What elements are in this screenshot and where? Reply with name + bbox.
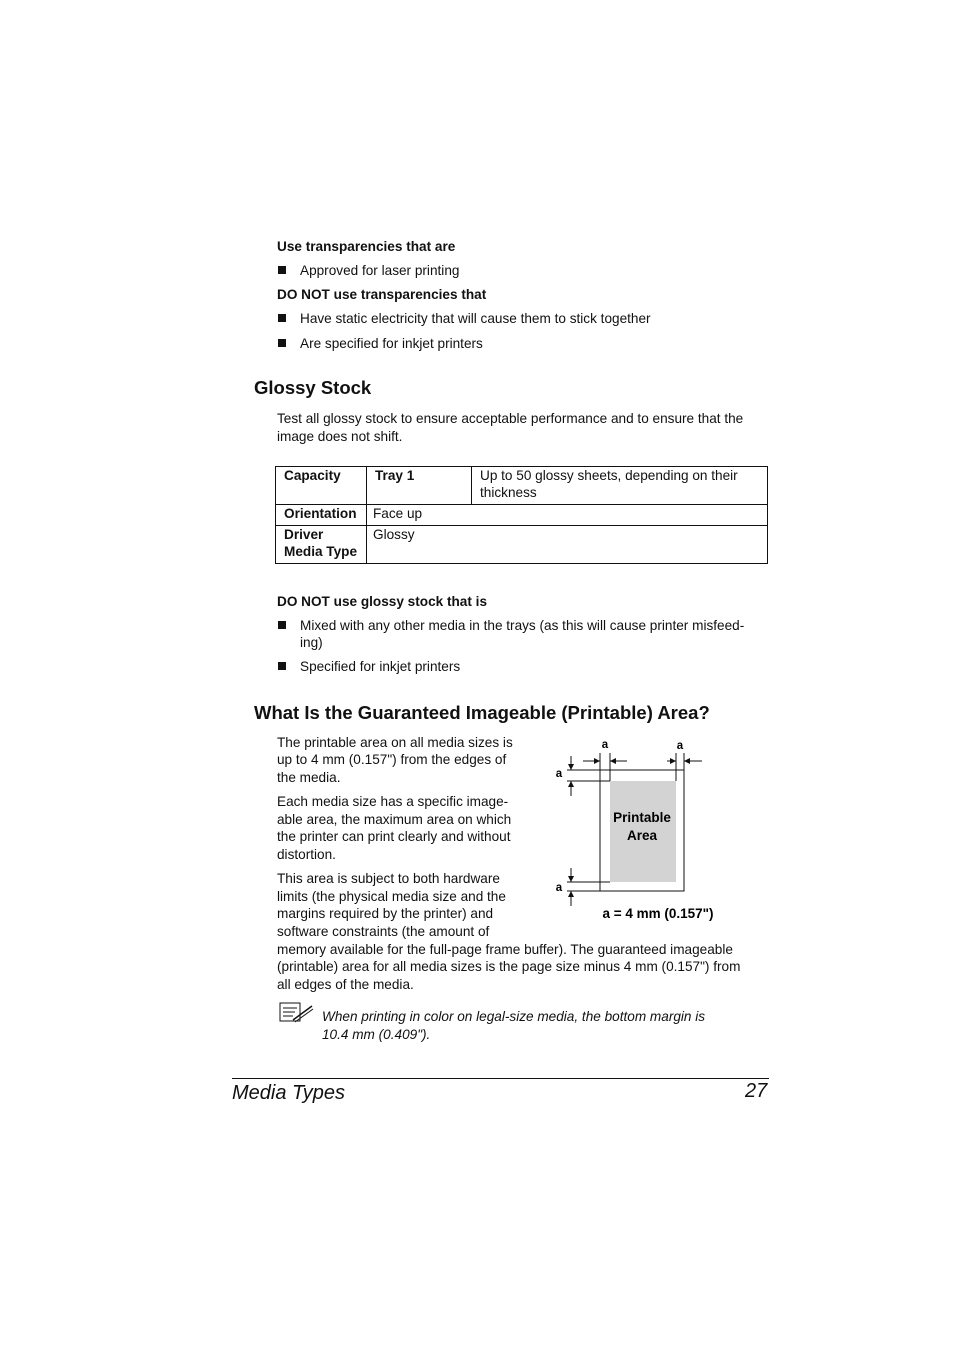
glossy-stock-heading: Glossy Stock — [254, 377, 372, 398]
driver-label — [276, 526, 367, 564]
list-item-line1: Mixed with any other media in the trays (as this will cause printer misfeed- — [300, 618, 745, 633]
printable-area-diagram — [545, 732, 730, 927]
p3-line: margins required by the printer) and — [277, 906, 494, 921]
page-number: 27 — [745, 1080, 768, 1102]
imageable-area-heading: What Is the Guaranteed Imageable (Printable) Area? — [254, 702, 710, 723]
bullet-icon — [278, 662, 286, 670]
p3-line: software constraints (the amount of — [277, 924, 490, 939]
bullet-icon — [278, 314, 286, 322]
driver-value: Glossy — [367, 526, 768, 564]
capacity-tray: Tray 1 — [367, 467, 472, 505]
p3-line: limits (the physical media size and the — [277, 889, 506, 904]
p1-line: up to 4 mm (0.157") from the edges of — [277, 752, 507, 767]
capacity-value — [472, 467, 768, 505]
p3-line: memory available for the full-page frame buffer). The guaranteed imageable — [277, 942, 733, 957]
p2-line: Each media size has a specific image- — [277, 794, 509, 809]
capacity-label: Capacity — [276, 467, 367, 505]
p1-line: The printable area on all media sizes is — [277, 735, 513, 750]
dim-label-a: a — [555, 882, 563, 894]
use-transparencies-heading: Use transparencies that are — [277, 239, 456, 254]
diagram-caption: a = 4 mm (0.157") — [602, 906, 714, 921]
p2-line: distortion. — [277, 847, 336, 862]
footer-rule — [232, 1078, 769, 1079]
p3-line: This area is subject to both hardware — [277, 871, 500, 886]
list-item-line2: ing) — [300, 635, 323, 650]
table-row — [276, 526, 768, 564]
p3-line: (printable) area for all media sizes is the page size minus 4 mm (0.157") from — [277, 959, 741, 974]
p2-line: the printer can print clearly and without — [277, 829, 511, 844]
glossy-intro-line2: image does not shift. — [277, 429, 403, 444]
capacity-value-line2: thickness — [480, 485, 537, 500]
driver-label-line2: Media Type — [284, 544, 358, 559]
dim-label-a: a — [555, 768, 563, 780]
donot-glossy-heading: DO NOT use glossy stock that is — [277, 594, 487, 609]
bullet-icon — [278, 266, 286, 274]
driver-label-line1: Driver — [284, 527, 324, 542]
printable-label-line1: Printable — [613, 810, 671, 825]
dim-label-a: a — [601, 739, 609, 751]
bullet-icon — [278, 621, 286, 629]
note-text — [322, 1008, 762, 1044]
glossy-intro-line1: Test all glossy stock to ensure acceptable performance and to ensure that the — [277, 411, 744, 426]
glossy-spec-table — [275, 466, 768, 564]
table-row — [276, 467, 768, 505]
dim-label-a: a — [676, 740, 684, 752]
note-line2: 10.4 mm (0.409"). — [322, 1027, 431, 1042]
note-line1: When printing in color on legal-size media, the bottom margin is — [322, 1009, 706, 1024]
donot-transparencies-heading: DO NOT use transparencies that — [277, 287, 487, 302]
p3-line: all edges of the media. — [277, 977, 414, 992]
list-item: Are specified for inkjet printers — [300, 336, 483, 351]
table-row — [276, 505, 768, 526]
list-item: Approved for laser printing — [300, 263, 460, 278]
note-pencil-icon — [279, 1002, 315, 1024]
list-item: Have static electricity that will cause them to stick together — [300, 311, 651, 326]
capacity-value-line1: Up to 50 glossy sheets, depending on their — [480, 468, 738, 483]
orientation-label: Orientation — [276, 505, 367, 526]
p1-line: the media. — [277, 770, 341, 785]
orientation-value: Face up — [367, 505, 768, 526]
printable-label-line2: Area — [626, 828, 658, 843]
footer-section-title: Media Types — [232, 1082, 346, 1104]
list-item: Specified for inkjet printers — [300, 659, 461, 674]
p2-line: able area, the maximum area on which — [277, 812, 512, 827]
bullet-icon — [278, 339, 286, 347]
